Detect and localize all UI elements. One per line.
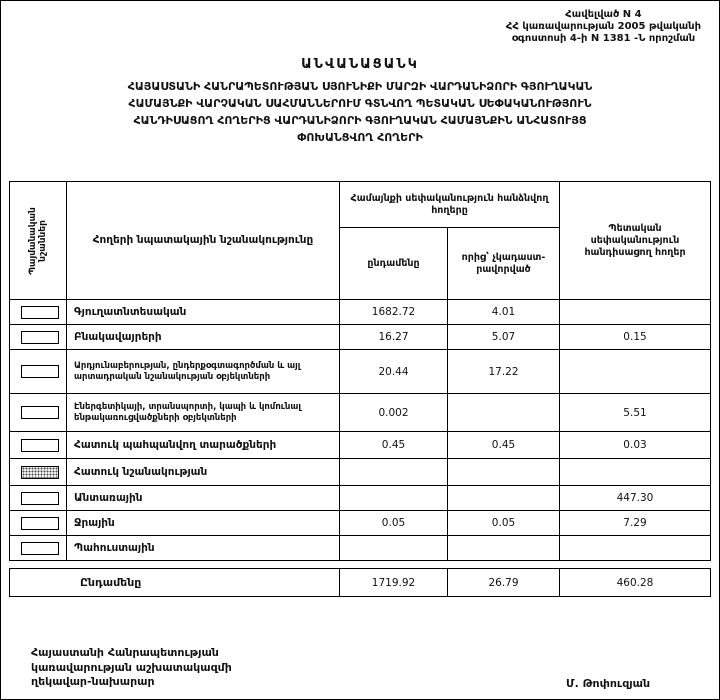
of-which-value — [448, 459, 560, 486]
community-total-value: 1682.72 — [340, 300, 448, 325]
of-which-subheader: որից՝ չկադաստ-րավորված — [448, 228, 560, 300]
subtitle-line: ՀԱՆԴԻՍԱՑՈՂ ՀՈՂԵՐԻՑ ՎԱՐԴԱՆԻՁՈՐԻ ԳՅՈՒՂԱԿԱՆ ՀԱՄԱՅՆՔԻՆ ԱՆՀԱՏՈՒՅՑ — [133, 114, 587, 127]
land-category-label: Պահուստային — [67, 536, 340, 561]
symbol-cell — [10, 300, 67, 325]
land-category-label: Էներգետիկայի, տրանսպորտի, կապի և կոմունալ ենթակառուցվածքների օբյեկտների — [67, 394, 340, 432]
legend-box — [21, 439, 59, 452]
community-total-value: 0.45 — [340, 432, 448, 459]
symbol-cell — [10, 486, 67, 511]
totals-of-which: 26.79 — [448, 569, 560, 597]
symbols-column-header-label: Պայմանական նշաններ — [28, 206, 48, 275]
of-which-value: 0.45 — [448, 432, 560, 459]
state-value: 447.30 — [560, 486, 711, 511]
page-title: ԱՆՎԱՆԱՑԱՆԿ — [301, 57, 419, 72]
state-lands-header: Պետական սեփականություն հանդիսացող հողեր — [560, 182, 711, 300]
page-subtitle — [11, 78, 709, 146]
symbol-cell — [10, 350, 67, 394]
of-which-value: 0.05 — [448, 511, 560, 536]
appendix-line: օգոստոսի 4-ի N 1381 -Ն որոշման — [511, 33, 696, 44]
community-total-value — [340, 486, 448, 511]
legend-box — [21, 365, 59, 378]
signature-name: Մ. Թոփուզյան — [566, 677, 651, 690]
total-subheader: ընդամենը — [340, 228, 448, 300]
community-total-value: 16.27 — [340, 325, 448, 350]
state-value: 5.51 — [560, 394, 711, 432]
subtitle-line: ՀԱՄԱՅՆՔԻ ՎԱՐՉԱԿԱՆ ՍԱՀՄԱՆՆԵՐՈՒՄ ԳՏՆՎՈՂ ՊԵՏԱԿԱՆ ՍԵՓԱԿԱՆՈՒԹՅՈՒՆ — [128, 97, 592, 110]
community-lands-header: Համայնքի սեփականություն հանձնվող հողերը — [340, 182, 560, 228]
signatory-line: Հայաստանի Հանրապետության — [31, 646, 219, 659]
of-which-value — [448, 536, 560, 561]
land-table — [9, 181, 711, 561]
legend-box — [21, 306, 59, 319]
state-value — [560, 350, 711, 394]
land-category-label: Անտառային — [67, 486, 340, 511]
symbol-cell — [10, 459, 67, 486]
legend-box — [21, 517, 59, 530]
land-category-label: Հատուկ նշանակության — [67, 459, 340, 486]
legend-box-hatched — [21, 466, 59, 479]
state-value: 0.15 — [560, 325, 711, 350]
land-category-label: Ջրային — [67, 511, 340, 536]
community-total-value — [340, 536, 448, 561]
community-total-value — [340, 459, 448, 486]
appendix-note — [506, 9, 701, 45]
symbol-cell — [10, 325, 67, 350]
state-value: 7.29 — [560, 511, 711, 536]
community-total-value: 0.05 — [340, 511, 448, 536]
legend-box — [21, 331, 59, 344]
appendix-line: ՀՀ կառավարության 2005 թվականի — [505, 21, 701, 32]
of-which-value: 4.01 — [448, 300, 560, 325]
land-category-label: Հատուկ պահպանվող տարածքների — [67, 432, 340, 459]
of-which-value — [448, 394, 560, 432]
totals-row — [9, 568, 711, 597]
totals-community-total: 1719.92 — [340, 569, 448, 597]
totals-label: Ընդամենը — [10, 569, 340, 597]
state-value — [560, 300, 711, 325]
purpose-column-header: Հողերի նպատակային նշանակությունը — [67, 182, 340, 300]
of-which-value: 17.22 — [448, 350, 560, 394]
state-value — [560, 536, 711, 561]
appendix-line: Հավելված N 4 — [565, 9, 642, 20]
of-which-value: 5.07 — [448, 325, 560, 350]
symbol-cell — [10, 511, 67, 536]
community-total-value: 0.002 — [340, 394, 448, 432]
legend-box — [21, 406, 59, 419]
land-category-label: Գյուղատնտեսական — [67, 300, 340, 325]
symbol-cell — [10, 432, 67, 459]
signatory-block — [31, 646, 232, 690]
symbol-cell — [10, 394, 67, 432]
legend-box — [21, 542, 59, 555]
totals-state: 460.28 — [560, 569, 711, 597]
community-total-value: 20.44 — [340, 350, 448, 394]
subtitle-line: ՀԱՅԱՍՏԱՆԻ ՀԱՆՐԱՊԵՏՈՒԹՅԱՆ ՍՅՈՒՆԻՔԻ ՄԱՐԶԻ ՎԱՐԴԱՆԻՁՈՐԻ ԳՅՈՒՂԱԿԱՆ — [127, 80, 593, 93]
signatory-line: կառավարության աշխատակազմի — [31, 660, 232, 674]
land-category-label: Բնակավայրերի — [67, 325, 340, 350]
symbol-cell — [10, 536, 67, 561]
subtitle-line: ՓՈԽԱՆՑՎՈՂ ՀՈՂԵՐԻ — [297, 131, 423, 144]
signatory-line: ղեկավար-նախարար — [31, 675, 155, 688]
land-category-label: Արդյունաբերության, ընդերքօգտագործման և այլ արտադրական նշանակության օբյեկտների — [67, 350, 340, 394]
state-value: 0.03 — [560, 432, 711, 459]
state-value — [560, 459, 711, 486]
of-which-value — [448, 486, 560, 511]
legend-box — [21, 492, 59, 505]
symbols-column-header — [10, 182, 67, 300]
